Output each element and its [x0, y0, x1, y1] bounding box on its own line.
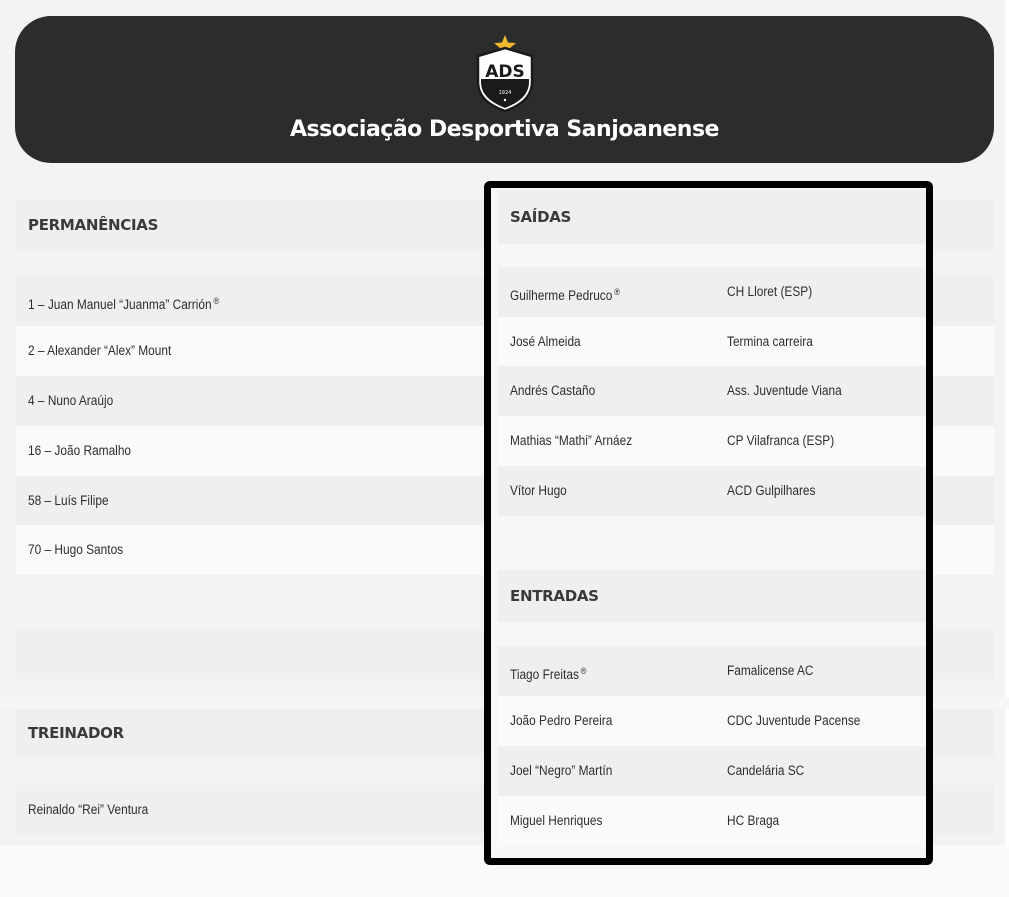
player-name: Guilherme Pedruco: [510, 288, 613, 303]
destination-club: Ass. Juventude Viana: [727, 383, 842, 398]
club-crest-icon: [475, 34, 535, 112]
registered-mark: ®: [614, 287, 620, 297]
player-name: Vítor Hugo: [510, 483, 567, 498]
transfer-row: [498, 317, 926, 367]
treinador-header: TREINADOR: [16, 709, 994, 757]
permanencias-header: PERMANÊNCIAS: [16, 200, 994, 251]
registered-mark: ®: [580, 666, 587, 676]
player-name: Mathias “Mathi” Arnáez: [510, 433, 633, 448]
origin-club: CDC Juventude Pacense: [727, 713, 861, 728]
transfer-row: [498, 746, 926, 796]
coach-name: Reinaldo “Rei” Ventura: [28, 802, 149, 817]
crest-year: 1924: [498, 90, 512, 96]
destination-club: ACD Gulpilhares: [727, 483, 816, 498]
player-name: 1 – Juan Manuel “Juanma” Carrión: [28, 297, 212, 312]
transfer-row: [498, 416, 926, 466]
player-name: Andrés Castaño: [510, 383, 596, 398]
player-name: 16 – João Ramalho: [28, 443, 132, 458]
club-title: Associação Desportiva Sanjoanense: [290, 117, 719, 142]
transfer-row: [498, 696, 926, 746]
page-edge: [1005, 0, 1009, 845]
registered-mark: ®: [213, 296, 220, 306]
entradas-header: ENTRADAS: [498, 570, 926, 622]
player-name: Joel “Negro” Martín: [510, 763, 613, 778]
crest-letters: ADS: [485, 62, 525, 82]
origin-club: HC Braga: [727, 813, 780, 828]
player-name: 58 – Luís Filipe: [28, 493, 109, 508]
player-name: 4 – Nuno Araújo: [28, 393, 114, 408]
destination-club: Termina carreira: [727, 334, 813, 349]
saidas-header: SAÍDAS: [498, 190, 926, 244]
transfer-row: [498, 366, 926, 416]
transfer-row: [498, 646, 926, 696]
player-name: 2 – Alexander “Alex” Mount: [28, 343, 172, 358]
origin-club: Candelária SC: [727, 763, 805, 778]
player-name: 70 – Hugo Santos: [28, 542, 124, 557]
transfer-row: [498, 267, 926, 317]
destination-club: CH Lloret (ESP): [727, 284, 813, 299]
transfers-panel: [491, 188, 926, 858]
player-name: Miguel Henriques: [510, 813, 603, 828]
transfer-row: [498, 466, 926, 516]
transfer-row: [498, 796, 926, 846]
player-name: José Almeida: [510, 334, 581, 349]
origin-club: Famalicense AC: [727, 663, 814, 678]
player-name: Tiago Freitas: [510, 667, 579, 682]
player-name: João Pedro Pereira: [510, 713, 613, 728]
destination-club: CP Vilafranca (ESP): [727, 433, 835, 448]
